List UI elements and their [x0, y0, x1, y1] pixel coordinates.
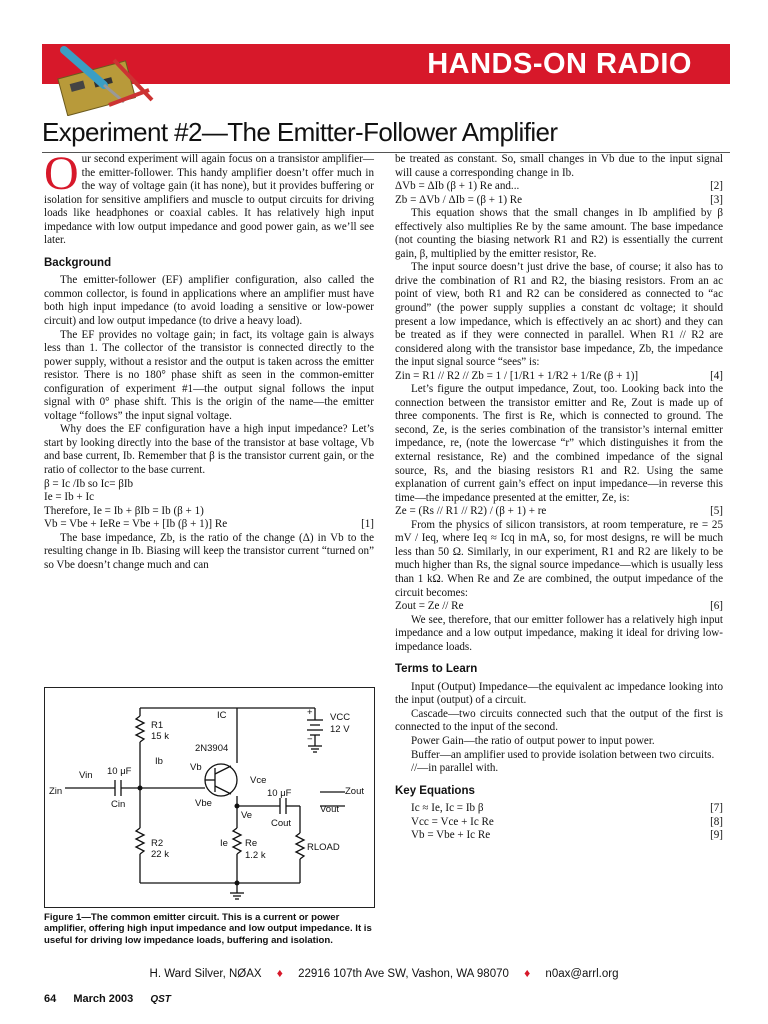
heading-key-equations: Key Equations [395, 784, 475, 797]
intro-paragraph: Our second experiment will again focus on a transistor amplifier—the emitter-follower. This handy amplifier doesn’t offer much in the way of voltage gain (it has none), but it provides buffering or isolation for sensitive amplifiers and muscle to output circuits for driving loads like headphones or coaxial cables. It has relatively high input impedance with low output impedance and good power gain, as we’ll see later. [44, 147, 374, 247]
zout-label: Zout [345, 786, 365, 797]
term-definition: //—in parallel with. [411, 762, 499, 775]
vout-label: Vout [320, 804, 340, 815]
transistor-label: 2N3904 [195, 743, 229, 754]
cin-value: 10 μF [107, 766, 132, 777]
equation-5: Ze = (Rs // R1 // R2) / (β + 1) + re [5] [395, 505, 723, 518]
equation-4: Zin = R1 // R2 // Zb = 1 / [1/R1 + 1/R2 + 1/Re (β + 1)] [4] [395, 369, 723, 382]
equation-line: β = Ic /Ib so Ic= βIb [44, 477, 134, 490]
equation-6: Zout = Ze // Re [6] [395, 600, 723, 613]
term-definition: Power Gain—the ratio of output power to input power. [411, 734, 655, 747]
vbe-label: Vbe [195, 798, 212, 809]
ve-label: Ve [241, 810, 253, 821]
equation-8: Vcc = Vce + Ic Re [8] [411, 815, 723, 828]
author-footer [0, 966, 768, 980]
paragraph: The input source doesn’t just drive the base, of course; it also has to drive the combination of R1 and R2, the biasing resistors. From an ac point of view, both R1 and R2 can be considered as connected to “ac ground” (the power supply supplies a constant dc voltage; it should present a low impedance, which is effectively an ac short) and they can be treated as if they were connected in parallel. When R1 // R2 are considered along with the transistor base impedance, Zb, the impedance the input signal source “sees” is: [395, 261, 723, 369]
paragraph: From the physics of silicon transistors, at room temperature, re = 25 mV / Ieq, where Ieq ≈ Icq in mA, so, for most designs, re will be much less than 50 Ω. Similarly, in our experiment, R1 and R2 are likely to be much higher than Rs, the signal source impedance—which is usually less than 1 kΩ. When Re and Ze are combined, the output impedance of the circuit becomes: [395, 518, 723, 599]
heading-terms: Terms to Learn [395, 663, 478, 676]
r1-value: 15 k [151, 731, 169, 742]
term-definition: Buffer—an amplifier used to provide isolation between two circuits. [411, 748, 715, 761]
r2-value: 22 k [151, 849, 169, 860]
equation-7: Ic ≈ Ie, Ic = Ib β [7] [411, 802, 723, 815]
vcc-value: 12 V [330, 724, 350, 735]
r1-label: R1 [151, 720, 164, 731]
equation-3: Zb = ΔVb / ΔIb = (β + 1) Re [3] [395, 193, 723, 206]
diamond-icon: ♦ [276, 966, 283, 980]
author-email[interactable]: n0ax@arrl.org [545, 968, 619, 980]
author-name: H. Ward Silver, NØAX [149, 968, 262, 980]
diamond-icon: ♦ [524, 966, 531, 980]
paragraph: We see, therefore, that our emitter follower has a relatively high input impedance and a low output impedance, making it ideal for driving low-impedance loads. [395, 613, 723, 653]
paragraph: This equation shows that the small changes in Ib amplified by β effectively also multiplies Re by the same amount. The base impedance (not counting the biasing network R1 and R2) is essentially the current gain, β, multiplied by the emitter resistor, Re. [395, 207, 723, 260]
term-definition: Cascade—two circuits connected such that the output of the first is connected to the input of the second. [395, 707, 723, 734]
paragraph: Why does the EF configuration have a high input impedance? Let’s start by looking directly into the base of the transistor at base voltage, Vb and base current, Ib. Remember that β is the transistor current gain, or the ratio of collector to the base current. [44, 423, 374, 477]
junction-dot [235, 881, 240, 886]
magazine-logo: QST [150, 994, 171, 1005]
page-number: 64 [44, 993, 57, 1005]
cout-label: Cout [271, 818, 292, 829]
ie-label: Ie [220, 838, 228, 849]
r2-label: R2 [151, 838, 164, 849]
plus-sign: + [307, 707, 313, 718]
circuit-schematic [45, 688, 374, 907]
paragraph: The base impedance, Zb, is the ratio of the change (Δ) in Vb to the resulting change in Ib. Biasing will keep the transistor current “turned on” so Vbe doesn’t change much and can [44, 531, 374, 571]
re-value: 1.2 k [245, 850, 266, 861]
article-title: Experiment #2—The Emitter-Follower Amplifier [42, 117, 558, 147]
vin-label: Vin [79, 770, 93, 781]
vb-label: Vb [190, 762, 202, 773]
zin-label: Zin [49, 786, 63, 797]
author-address: 22916 107th Ave SW, Vashon, WA 98070 [298, 968, 509, 980]
vcc-label: VCC [330, 712, 351, 723]
figure-caption: Figure 1—The common emitter circuit. This is a current or power amplifier, offering high input impedance and low output impedance. It is useful for driving low impedance loads, buffering and isolation. [44, 912, 372, 946]
drop-cap: O [44, 147, 79, 200]
equation-line: Ie = Ib + Ic [44, 491, 95, 504]
issue-date: March 2003 [73, 993, 134, 1005]
soldering-iron-logo [44, 30, 154, 116]
minus-sign: − [307, 734, 313, 745]
paragraph: Let’s figure the output impedance, Zout, too. Looking back into the connection between the transistor emitter and Re, Zout is made up of three components. The first is Re, which is connected to ground. The second, Ze, is the series combination of the transistor’s internal emitter impedance, re, (note the lowercase “r” which distinguishes it from the external resistance, Re) and the combined impedance of the signal source, Rs, and the biasing resistors R1 and R2. Using the same explanation of current gain’s effect on input impedance––in reverse this time—the impedance presented at the emitter, Ze, is: [395, 383, 723, 504]
cout-value: 10 μF [267, 788, 292, 799]
term-definition: Input (Output) Impedance—the equivalent ac impedance looking into the input (output) of a circuit. [395, 680, 723, 707]
banner-title: HANDS-ON RADIO [427, 48, 692, 80]
equation-1: Vb = Vbe + IeRe = Vbe + [Ib (β + 1)] Re [1] [44, 518, 374, 531]
paragraph: The EF provides no voltage gain; in fact, its voltage gain is always less than 1. The collector of the transistor is connected directly to the power supply, without a resistor and the output is taken across the emitter resistor. There is no 180° phase shift as seen in the common-emitter configuration of experiment #1—the output signal follows the input signal with 0° phase shift. This is the origin of the name—the emitter voltage “follows” the input signal voltage. [44, 328, 374, 422]
page-footer [44, 993, 171, 1005]
junction-dot [138, 786, 143, 791]
re-label: Re [245, 838, 258, 849]
heading-background: Background [44, 256, 112, 269]
paragraph: The emitter-follower (EF) amplifier configuration, also called the common collector, is found in applications where an amplifier must have both high input impedance (to avoid loading a sensitive or low-power circuit) and low output impedance (to drive a heavy load). [44, 274, 374, 328]
ic-label: IC [217, 710, 227, 721]
ib-label: Ib [155, 756, 163, 767]
cin-label: Cin [111, 799, 126, 810]
rload-label: RLOAD [307, 842, 340, 853]
vce-label: Vce [250, 775, 267, 786]
equation-9: Vb = Vbe + Ic Re [9] [411, 829, 723, 842]
equation-line: Therefore, Ie = Ib + βIb = Ib (β + 1) [44, 504, 204, 517]
paragraph: be treated as constant. So, small changes in Vb due to the input signal will cause a corresponding change in Ib. [395, 153, 723, 179]
right-column [395, 153, 723, 843]
circuit-figure [44, 687, 375, 908]
junction-dot [235, 804, 240, 809]
left-column [44, 147, 374, 572]
equation-2: ΔVb = ΔIb (β + 1) Re and... [2] [395, 180, 723, 193]
